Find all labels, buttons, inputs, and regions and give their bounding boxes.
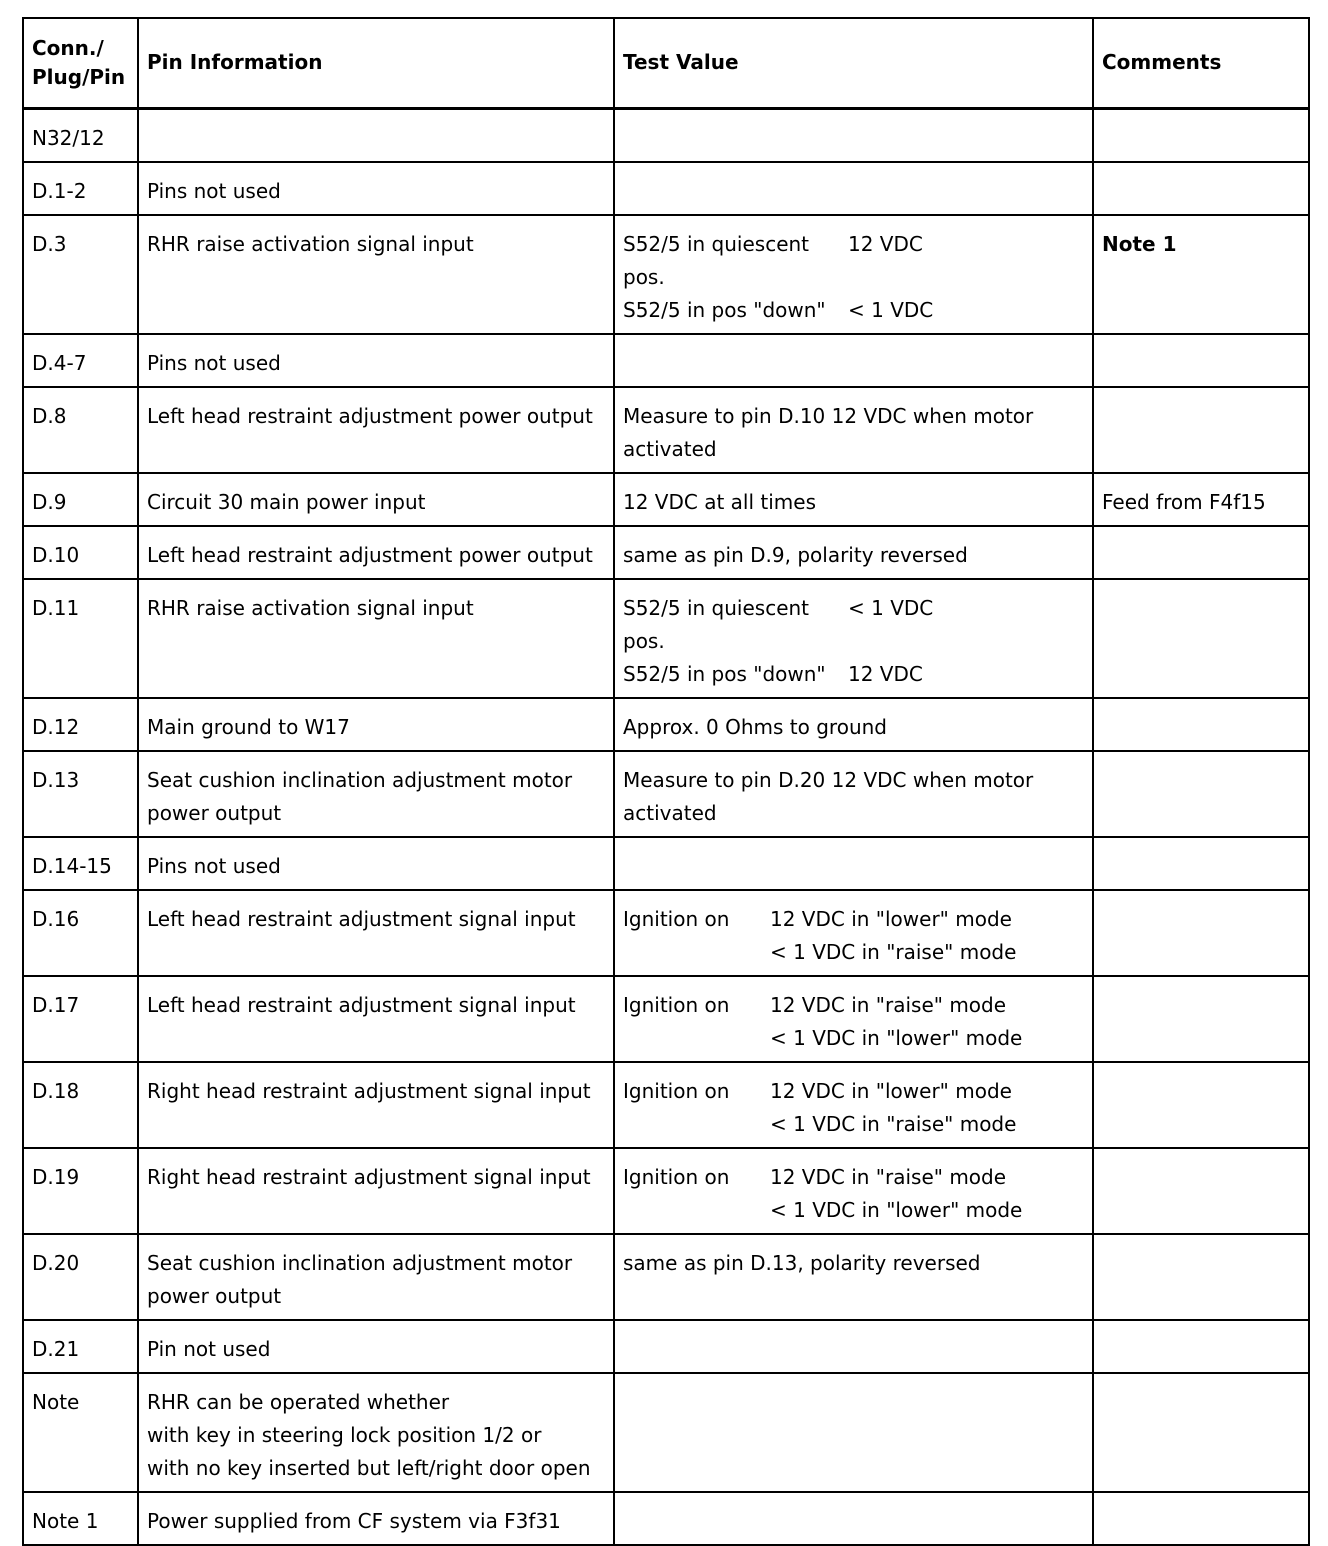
pin-information-cell: Pins not used xyxy=(138,162,614,215)
table-body xyxy=(23,108,1309,1545)
pin-information-cell: Pins not used xyxy=(138,837,614,890)
table-row xyxy=(23,1492,1309,1545)
ignition-value-line: 12 VDC in "raise" mode xyxy=(770,992,1007,1017)
test-value-cell: Approx. 0 Ohms to ground xyxy=(614,698,1093,751)
test-reading: < 1 VDC xyxy=(848,595,934,620)
header-conn-plug-pin: Conn./ Plug/Pin xyxy=(23,18,138,108)
table-row xyxy=(23,890,1309,976)
table-header xyxy=(23,18,1309,108)
pin-information-cell: Right head restraint adjustment signal input xyxy=(138,1062,614,1148)
comments-cell xyxy=(1093,387,1309,473)
header-comments: Comments xyxy=(1093,18,1309,108)
conn-pin-cell: D.1-2 xyxy=(23,162,138,215)
test-condition: S52/5 in quiescent pos. xyxy=(623,595,810,653)
ignition-label: Ignition on xyxy=(623,906,730,931)
ignition-test-grid xyxy=(623,1075,1084,1141)
comments-cell xyxy=(1093,1148,1309,1234)
table-row xyxy=(23,334,1309,387)
table-row xyxy=(23,215,1309,334)
conn-pin-cell: D.4-7 xyxy=(23,334,138,387)
conn-pin-cell: D.18 xyxy=(23,1062,138,1148)
test-value-grid xyxy=(623,592,1084,691)
pin-information-cell: RHR can be operated whether with key in steering lock position 1/2 or with no key inserted but left/right door open xyxy=(138,1373,614,1492)
pin-information-cell: Power supplied from CF system via F3f31 xyxy=(138,1492,614,1545)
table-row xyxy=(23,1148,1309,1234)
pin-information-cell: Pins not used xyxy=(138,334,614,387)
ignition-value-line: 12 VDC in "lower" mode xyxy=(770,906,1012,931)
comments-cell xyxy=(1093,751,1309,837)
comments-cell xyxy=(1093,1234,1309,1320)
test-reading: < 1 VDC xyxy=(848,297,934,322)
comments-cell xyxy=(1093,162,1309,215)
header-row xyxy=(23,18,1309,108)
conn-pin-cell: D.19 xyxy=(23,1148,138,1234)
conn-pin-cell: Note 1 xyxy=(23,1492,138,1545)
ignition-label: Ignition on xyxy=(623,1164,730,1189)
test-value-cell xyxy=(614,1148,1093,1234)
conn-pin-cell: D.8 xyxy=(23,387,138,473)
comments-cell xyxy=(1093,526,1309,579)
ignition-value-line: < 1 VDC in "lower" mode xyxy=(770,1197,1023,1222)
table-row xyxy=(23,751,1309,837)
comments-cell xyxy=(1093,108,1309,162)
ignition-value-line: < 1 VDC in "raise" mode xyxy=(770,1111,1017,1136)
comments-cell xyxy=(1093,1373,1309,1492)
table-row xyxy=(23,1320,1309,1373)
conn-pin-cell: D.13 xyxy=(23,751,138,837)
test-value-cell xyxy=(614,334,1093,387)
comments-cell: Feed from F4f15 xyxy=(1093,473,1309,526)
test-value-cell xyxy=(614,1373,1093,1492)
test-reading: 12 VDC xyxy=(848,661,923,686)
comments-cell xyxy=(1093,837,1309,890)
conn-pin-cell: D.9 xyxy=(23,473,138,526)
ignition-value-line: 12 VDC in "raise" mode xyxy=(770,1164,1007,1189)
ignition-values xyxy=(770,989,1084,1055)
table-row xyxy=(23,162,1309,215)
test-reading: 12 VDC xyxy=(848,231,923,256)
conn-pin-cell: D.14-15 xyxy=(23,837,138,890)
pin-information-table xyxy=(22,17,1310,1546)
comments-cell xyxy=(1093,1492,1309,1545)
conn-pin-cell: D.3 xyxy=(23,215,138,334)
ignition-test-grid xyxy=(623,989,1084,1055)
test-value-cell xyxy=(614,162,1093,215)
table-row xyxy=(23,976,1309,1062)
comments-cell xyxy=(1093,890,1309,976)
conn-pin-cell: D.17 xyxy=(23,976,138,1062)
ignition-value-line: < 1 VDC in "lower" mode xyxy=(770,1025,1023,1050)
pin-information-cell: Left head restraint adjustment signal input xyxy=(138,890,614,976)
pin-information-cell: Left head restraint adjustment power output xyxy=(138,526,614,579)
conn-pin-cell: D.11 xyxy=(23,579,138,698)
pin-information-cell: Circuit 30 main power input xyxy=(138,473,614,526)
conn-pin-cell: Note xyxy=(23,1373,138,1492)
conn-pin-cell: D.20 xyxy=(23,1234,138,1320)
table-row xyxy=(23,579,1309,698)
comments-cell xyxy=(1093,334,1309,387)
test-condition: S52/5 in quiescent pos. xyxy=(623,231,810,289)
conn-pin-cell: N32/12 xyxy=(23,108,138,162)
test-value-cell xyxy=(614,976,1093,1062)
pin-information-cell: Left head restraint adjustment signal input xyxy=(138,976,614,1062)
table-row xyxy=(23,837,1309,890)
comments-cell xyxy=(1093,976,1309,1062)
table-row xyxy=(23,526,1309,579)
pin-information-cell: RHR raise activation signal input xyxy=(138,579,614,698)
test-value-cell xyxy=(614,108,1093,162)
ignition-value-line: < 1 VDC in "raise" mode xyxy=(770,939,1017,964)
pin-information-cell: Main ground to W17 xyxy=(138,698,614,751)
conn-pin-cell: D.16 xyxy=(23,890,138,976)
test-value-cell xyxy=(614,579,1093,698)
test-value-cell xyxy=(614,890,1093,976)
table-row xyxy=(23,1373,1309,1492)
test-value-cell xyxy=(614,215,1093,334)
comments-cell xyxy=(1093,1062,1309,1148)
test-value-cell xyxy=(614,1062,1093,1148)
test-condition: S52/5 in pos "down" xyxy=(623,297,826,322)
ignition-value-line: 12 VDC in "lower" mode xyxy=(770,1078,1012,1103)
header-test-value: Test Value xyxy=(614,18,1093,108)
pin-information-cell: Seat cushion inclination adjustment motor power output xyxy=(138,751,614,837)
test-value-cell: 12 VDC at all times xyxy=(614,473,1093,526)
ignition-test-grid xyxy=(623,903,1084,969)
header-pin-information: Pin Information xyxy=(138,18,614,108)
table-row xyxy=(23,1062,1309,1148)
comments-cell xyxy=(1093,698,1309,751)
pin-information-cell: Left head restraint adjustment power output xyxy=(138,387,614,473)
test-value-cell: same as pin D.13, polarity reversed xyxy=(614,1234,1093,1320)
conn-pin-cell: D.21 xyxy=(23,1320,138,1373)
conn-pin-cell: D.10 xyxy=(23,526,138,579)
pin-information-cell: Pin not used xyxy=(138,1320,614,1373)
conn-pin-cell: D.12 xyxy=(23,698,138,751)
table-row xyxy=(23,108,1309,162)
test-value-cell xyxy=(614,1492,1093,1545)
comments-cell xyxy=(1093,579,1309,698)
test-value-cell: Measure to pin D.10 12 VDC when motor activated xyxy=(614,387,1093,473)
ignition-label: Ignition on xyxy=(623,992,730,1017)
test-value-cell: same as pin D.9, polarity reversed xyxy=(614,526,1093,579)
test-value-cell xyxy=(614,1320,1093,1373)
table-row xyxy=(23,387,1309,473)
pin-information-cell: RHR raise activation signal input xyxy=(138,215,614,334)
pin-information-cell xyxy=(138,108,614,162)
pin-information-cell: Right head restraint adjustment signal input xyxy=(138,1148,614,1234)
ignition-values xyxy=(770,903,1084,969)
table-row xyxy=(23,1234,1309,1320)
ignition-values xyxy=(770,1075,1084,1141)
test-value-grid xyxy=(623,228,1084,327)
table-row xyxy=(23,473,1309,526)
pin-information-cell: Seat cushion inclination adjustment motor power output xyxy=(138,1234,614,1320)
comments-cell: Note 1 xyxy=(1093,215,1309,334)
test-condition: S52/5 in pos "down" xyxy=(623,661,826,686)
comments-cell xyxy=(1093,1320,1309,1373)
test-value-cell: Measure to pin D.20 12 VDC when motor activated xyxy=(614,751,1093,837)
ignition-test-grid xyxy=(623,1161,1084,1227)
test-value-cell xyxy=(614,837,1093,890)
table-row xyxy=(23,698,1309,751)
ignition-values xyxy=(770,1161,1084,1227)
ignition-label: Ignition on xyxy=(623,1078,730,1103)
